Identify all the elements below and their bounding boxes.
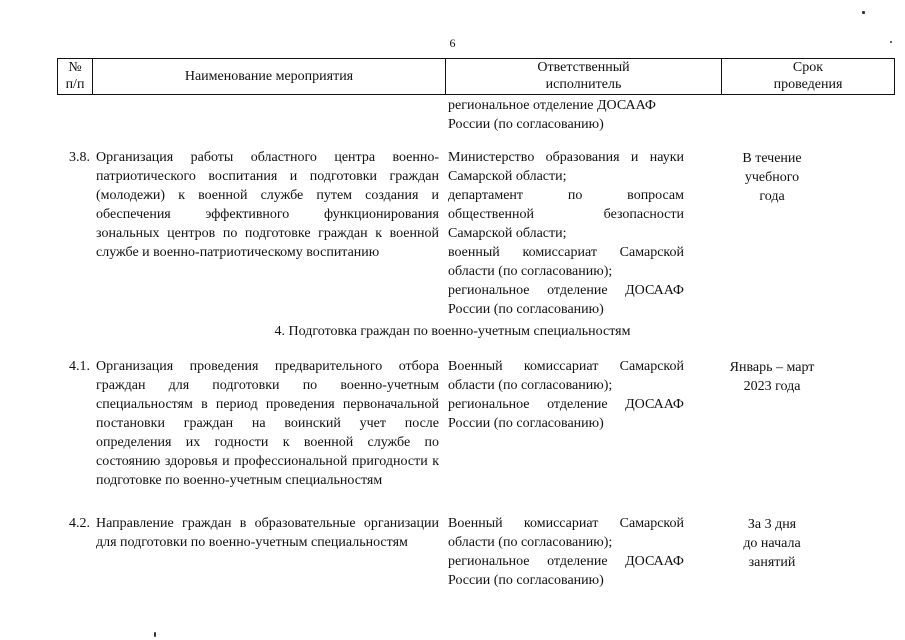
row-number: 4.1. bbox=[69, 359, 90, 374]
section-title: 4. Подготовка граждан по военно-учетным специальностям bbox=[274, 324, 631, 339]
row-name: Организация проведения предварительного отбора граждан для подготовки по военно-учетным специальностям в период проведения первоначальной постановки граждан на воинский учет после определения их годности к военной службе по состоянию здоровья и профессиональной пригодности к подготовке по военно-учетным специальностям bbox=[96, 359, 439, 488]
row-number: 3.8. bbox=[69, 150, 90, 165]
row-responsible: Военный комиссариат Самарской области (по согласованию); региональное отделение ДОСААФ России (по согласованию) bbox=[448, 359, 684, 431]
header-number: № п/п bbox=[58, 59, 93, 95]
row-term: В течение учебного года bbox=[742, 151, 802, 204]
row-responsible: Военный комиссариат Самарской области (по согласованию); региональное отделение ДОСААФ России (по согласованию) bbox=[448, 516, 684, 588]
table-header bbox=[57, 58, 895, 95]
row-responsible: Министерство образования и науки Самарской области; департамент по вопросам общественной безопасности Самарской области; военный комиссариат Самарской области (по согласованию); региональное отделение ДОСААФ России (по согласованию) bbox=[448, 150, 684, 317]
row-name: Организация работы областного центра военно-патриотического воспитания и подготовки граждан (молодежи) к военной службе путем создания и обеспечения эффективного функционирования зональных центров по подготовке граждан к военной службе и военно-патриотическому воспитанию bbox=[96, 150, 439, 260]
row-term: За 3 дня до начала занятий bbox=[743, 517, 801, 570]
header-name: Наименование мероприятия bbox=[93, 59, 446, 95]
row-number: 4.2. bbox=[69, 516, 90, 531]
header-term: Срок проведения bbox=[722, 59, 895, 95]
page-number: 6 bbox=[449, 36, 456, 50]
header-responsible: Ответственный исполнитель bbox=[446, 59, 722, 95]
row-name: Направление граждан в образовательные организации для подготовки по военно-учетным специальностям bbox=[96, 516, 439, 550]
continuation-responsible: региональное отделение ДОСААФ России (по согласованию) bbox=[448, 98, 656, 132]
row-term: Январь – март 2023 года bbox=[729, 360, 815, 394]
